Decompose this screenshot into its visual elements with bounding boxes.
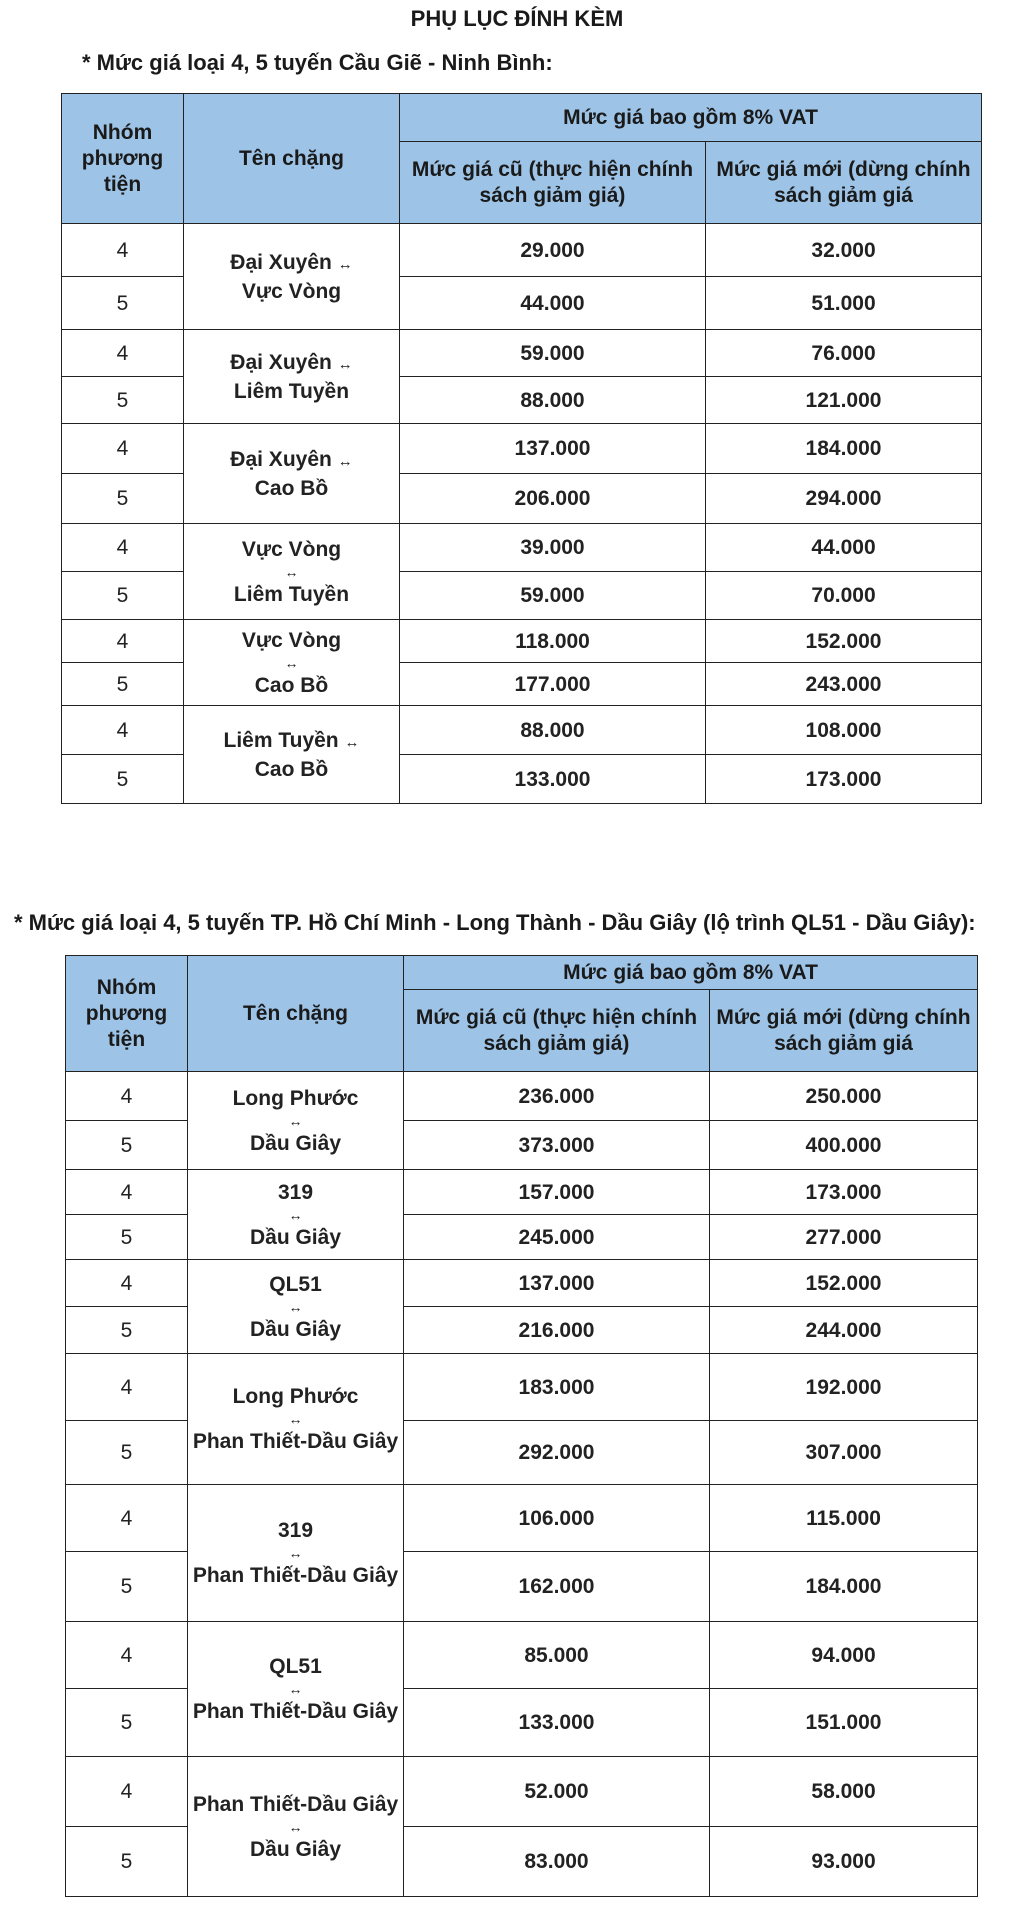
vehicle-group-cell: 4 — [62, 706, 184, 755]
segment-name-cell — [184, 706, 400, 804]
segment-name-cell — [184, 620, 400, 706]
vehicle-group-cell: 5 — [66, 1552, 188, 1622]
old-price-cell: 206.000 — [400, 474, 706, 524]
header-vehicle-group: Nhóm phương tiện — [66, 956, 188, 1072]
segment-name-cell — [188, 1260, 404, 1354]
old-price-cell: 245.000 — [404, 1215, 710, 1260]
new-price-cell: 307.000 — [710, 1421, 978, 1485]
old-price-cell: 373.000 — [404, 1121, 710, 1170]
vehicle-group-cell: 5 — [62, 572, 184, 620]
vehicle-group-cell: 4 — [66, 1757, 188, 1827]
segment-to: Dầu Giây — [249, 1317, 342, 1341]
new-price-cell: 277.000 — [710, 1215, 978, 1260]
segment-from: Vực Vòng — [241, 537, 342, 561]
old-price-cell: 292.000 — [404, 1421, 710, 1485]
segment-to: Liêm Tuyền — [233, 582, 350, 606]
tariff-table-body — [66, 1072, 978, 1897]
vehicle-group-cell: 5 — [66, 1827, 188, 1897]
section-heading-hcm-long-thanh-dau-giay: * Mức giá loại 4, 5 tuyến TP. Hồ Chí Minh - Long Thành - Dầu Giây (lộ trình QL51 - Dầu Giây): — [14, 910, 976, 935]
old-price-cell: 118.000 — [400, 620, 706, 663]
header-vehicle-group: Nhóm phương tiện — [62, 94, 184, 224]
vehicle-group-cell: 5 — [62, 277, 184, 330]
header-segment-name: Tên chặng — [188, 956, 404, 1072]
header-price-vat: Mức giá bao gồm 8% VAT — [400, 94, 982, 142]
vehicle-group-cell: 4 — [66, 1622, 188, 1689]
new-price-cell: 32.000 — [706, 224, 982, 277]
bidirectional-arrow-icon: ↔ — [288, 1818, 303, 1835]
vehicle-group-cell: 5 — [66, 1421, 188, 1485]
table-row — [62, 330, 982, 377]
bidirectional-arrow-icon: ↔ — [337, 452, 353, 470]
segment-name-cell — [188, 1757, 404, 1897]
segment-from: Vực Vòng — [241, 628, 342, 652]
vehicle-group-cell: 5 — [62, 755, 184, 804]
table-row — [62, 706, 982, 755]
old-price-cell: 44.000 — [400, 277, 706, 330]
new-price-cell: 108.000 — [706, 706, 982, 755]
bidirectional-arrow-icon: ↔ — [288, 1681, 303, 1697]
old-price-cell: 83.000 — [404, 1827, 710, 1897]
bidirectional-arrow-icon: ↔ — [337, 355, 353, 373]
segment-to: Vực Vòng — [241, 279, 342, 303]
old-price-cell: 133.000 — [400, 755, 706, 804]
vehicle-group-cell: 5 — [66, 1689, 188, 1757]
bidirectional-arrow-icon: ↔ — [288, 1112, 303, 1129]
segment-to: Cao Bồ — [254, 673, 329, 697]
table-row — [62, 620, 982, 663]
vehicle-group-cell: 4 — [66, 1354, 188, 1421]
header-new-price: Mức giá mới (dừng chính sách giảm giá — [706, 142, 982, 224]
vehicle-group-cell: 4 — [66, 1260, 188, 1307]
new-price-cell: 76.000 — [706, 330, 982, 377]
old-price-cell: 59.000 — [400, 572, 706, 620]
new-price-cell: 152.000 — [706, 620, 982, 663]
vehicle-group-cell: 4 — [62, 224, 184, 277]
new-price-cell: 250.000 — [710, 1072, 978, 1121]
new-price-cell: 244.000 — [710, 1307, 978, 1354]
segment-from: QL51 — [269, 1272, 322, 1296]
table-row — [66, 1485, 978, 1552]
new-price-cell: 173.000 — [710, 1170, 978, 1215]
segment-name-cell — [188, 1485, 404, 1622]
vehicle-group-cell: 5 — [62, 377, 184, 424]
old-price-cell: 39.000 — [400, 524, 706, 572]
old-price-cell: 85.000 — [404, 1622, 710, 1689]
segment-name-cell — [188, 1072, 404, 1170]
vehicle-group-cell: 4 — [62, 524, 184, 572]
table-row — [66, 1757, 978, 1827]
new-price-cell: 400.000 — [710, 1121, 978, 1170]
new-price-cell: 184.000 — [710, 1552, 978, 1622]
new-price-cell: 93.000 — [710, 1827, 978, 1897]
segment-name-cell — [188, 1622, 404, 1757]
segment-to: Liêm Tuyền — [233, 379, 350, 403]
new-price-cell: 44.000 — [706, 524, 982, 572]
bidirectional-arrow-icon: ↔ — [288, 1206, 303, 1223]
table-row — [66, 1622, 978, 1689]
table-row — [62, 424, 982, 474]
segment-from: Đại Xuyên — [230, 250, 332, 274]
new-price-cell: 243.000 — [706, 663, 982, 706]
vehicle-group-cell: 4 — [66, 1170, 188, 1215]
segment-from: Long Phước — [232, 1086, 359, 1110]
vehicle-group-cell: 4 — [66, 1072, 188, 1121]
vehicle-group-cell: 4 — [62, 424, 184, 474]
new-price-cell: 115.000 — [710, 1485, 978, 1552]
vehicle-group-cell: 5 — [62, 474, 184, 524]
segment-name-cell — [184, 224, 400, 330]
header-price-vat: Mức giá bao gồm 8% VAT — [404, 956, 978, 990]
segment-from: Liêm Tuyền — [223, 728, 339, 752]
bidirectional-arrow-icon: ↔ — [344, 733, 360, 751]
table-row — [66, 1072, 978, 1121]
vehicle-group-cell: 4 — [62, 330, 184, 377]
tariff-table-hcm-long-thanh-dau-giay — [65, 955, 978, 1897]
new-price-cell: 94.000 — [710, 1622, 978, 1689]
old-price-cell: 88.000 — [400, 706, 706, 755]
segment-to: Cao Bồ — [254, 476, 329, 500]
segment-from: Long Phước — [232, 1385, 359, 1408]
vehicle-group-cell: 4 — [62, 620, 184, 663]
bidirectional-arrow-icon: ↔ — [284, 563, 299, 580]
table-row — [66, 1354, 978, 1421]
segment-to: Cao Bồ — [254, 757, 329, 781]
old-price-cell: 236.000 — [404, 1072, 710, 1121]
segment-name-cell — [188, 1354, 404, 1485]
old-price-cell: 133.000 — [404, 1689, 710, 1757]
segment-from: Phan Thiết-Dầu Giây — [192, 1792, 399, 1816]
new-price-cell: 70.000 — [706, 572, 982, 620]
segment-to: Phan Thiết-Dầu Giây — [192, 1564, 399, 1587]
new-price-cell: 173.000 — [706, 755, 982, 804]
old-price-cell: 162.000 — [404, 1552, 710, 1622]
header-new-price: Mức giá mới (dừng chính sách giảm giá — [710, 990, 978, 1072]
old-price-cell: 183.000 — [404, 1354, 710, 1421]
segment-from: 319 — [277, 1180, 314, 1204]
old-price-cell: 157.000 — [404, 1170, 710, 1215]
old-price-cell: 216.000 — [404, 1307, 710, 1354]
new-price-cell: 294.000 — [706, 474, 982, 524]
segment-from: Đại Xuyên — [230, 350, 332, 374]
bidirectional-arrow-icon: ↔ — [284, 654, 299, 671]
vehicle-group-cell: 5 — [66, 1121, 188, 1170]
new-price-cell: 152.000 — [710, 1260, 978, 1307]
old-price-cell: 177.000 — [400, 663, 706, 706]
table-row — [66, 1170, 978, 1215]
segment-to: Phan Thiết-Dầu Giây — [192, 1700, 399, 1723]
tariff-table-body — [62, 224, 982, 804]
segment-name-cell — [184, 524, 400, 620]
old-price-cell: 59.000 — [400, 330, 706, 377]
new-price-cell: 192.000 — [710, 1354, 978, 1421]
segment-to: Dầu Giây — [249, 1837, 342, 1861]
old-price-cell: 52.000 — [404, 1757, 710, 1827]
table-row — [66, 1260, 978, 1307]
vehicle-group-cell: 5 — [62, 663, 184, 706]
vehicle-group-cell: 5 — [66, 1307, 188, 1354]
bidirectional-arrow-icon: ↔ — [288, 1545, 303, 1561]
table-row — [62, 524, 982, 572]
header-old-price: Mức giá cũ (thực hiện chính sách giảm giá) — [400, 142, 706, 224]
old-price-cell: 106.000 — [404, 1485, 710, 1552]
bidirectional-arrow-icon: ↔ — [288, 1298, 303, 1315]
old-price-cell: 88.000 — [400, 377, 706, 424]
header-old-price: Mức giá cũ (thực hiện chính sách giảm giá) — [404, 990, 710, 1072]
segment-to: Phan Thiết-Dầu Giây — [192, 1430, 399, 1453]
page-title: PHỤ LỤC ĐÍNH KÈM — [410, 6, 624, 31]
vehicle-group-cell: 5 — [66, 1215, 188, 1260]
new-price-cell: 184.000 — [706, 424, 982, 474]
segment-from: Đại Xuyên — [230, 447, 332, 471]
segment-to: Dầu Giây — [249, 1225, 342, 1249]
bidirectional-arrow-icon: ↔ — [337, 255, 353, 273]
segment-name-cell — [188, 1170, 404, 1260]
segment-from: 319 — [277, 1519, 314, 1542]
new-price-cell: 58.000 — [710, 1757, 978, 1827]
old-price-cell: 137.000 — [404, 1260, 710, 1307]
bidirectional-arrow-icon: ↔ — [288, 1411, 303, 1427]
new-price-cell: 121.000 — [706, 377, 982, 424]
segment-name-cell — [184, 424, 400, 524]
vehicle-group-cell: 4 — [66, 1485, 188, 1552]
tariff-table-cau-gie-ninh-binh — [61, 93, 982, 804]
section-heading-cau-gie-ninh-binh: * Mức giá loại 4, 5 tuyến Cầu Giẽ - Ninh Bình: — [82, 50, 553, 75]
new-price-cell: 51.000 — [706, 277, 982, 330]
header-segment-name: Tên chặng — [184, 94, 400, 224]
segment-to: Dầu Giây — [249, 1131, 342, 1155]
table-row — [62, 224, 982, 277]
segment-name-cell — [184, 330, 400, 424]
new-price-cell: 151.000 — [710, 1689, 978, 1757]
old-price-cell: 29.000 — [400, 224, 706, 277]
segment-from: QL51 — [269, 1655, 322, 1678]
old-price-cell: 137.000 — [400, 424, 706, 474]
